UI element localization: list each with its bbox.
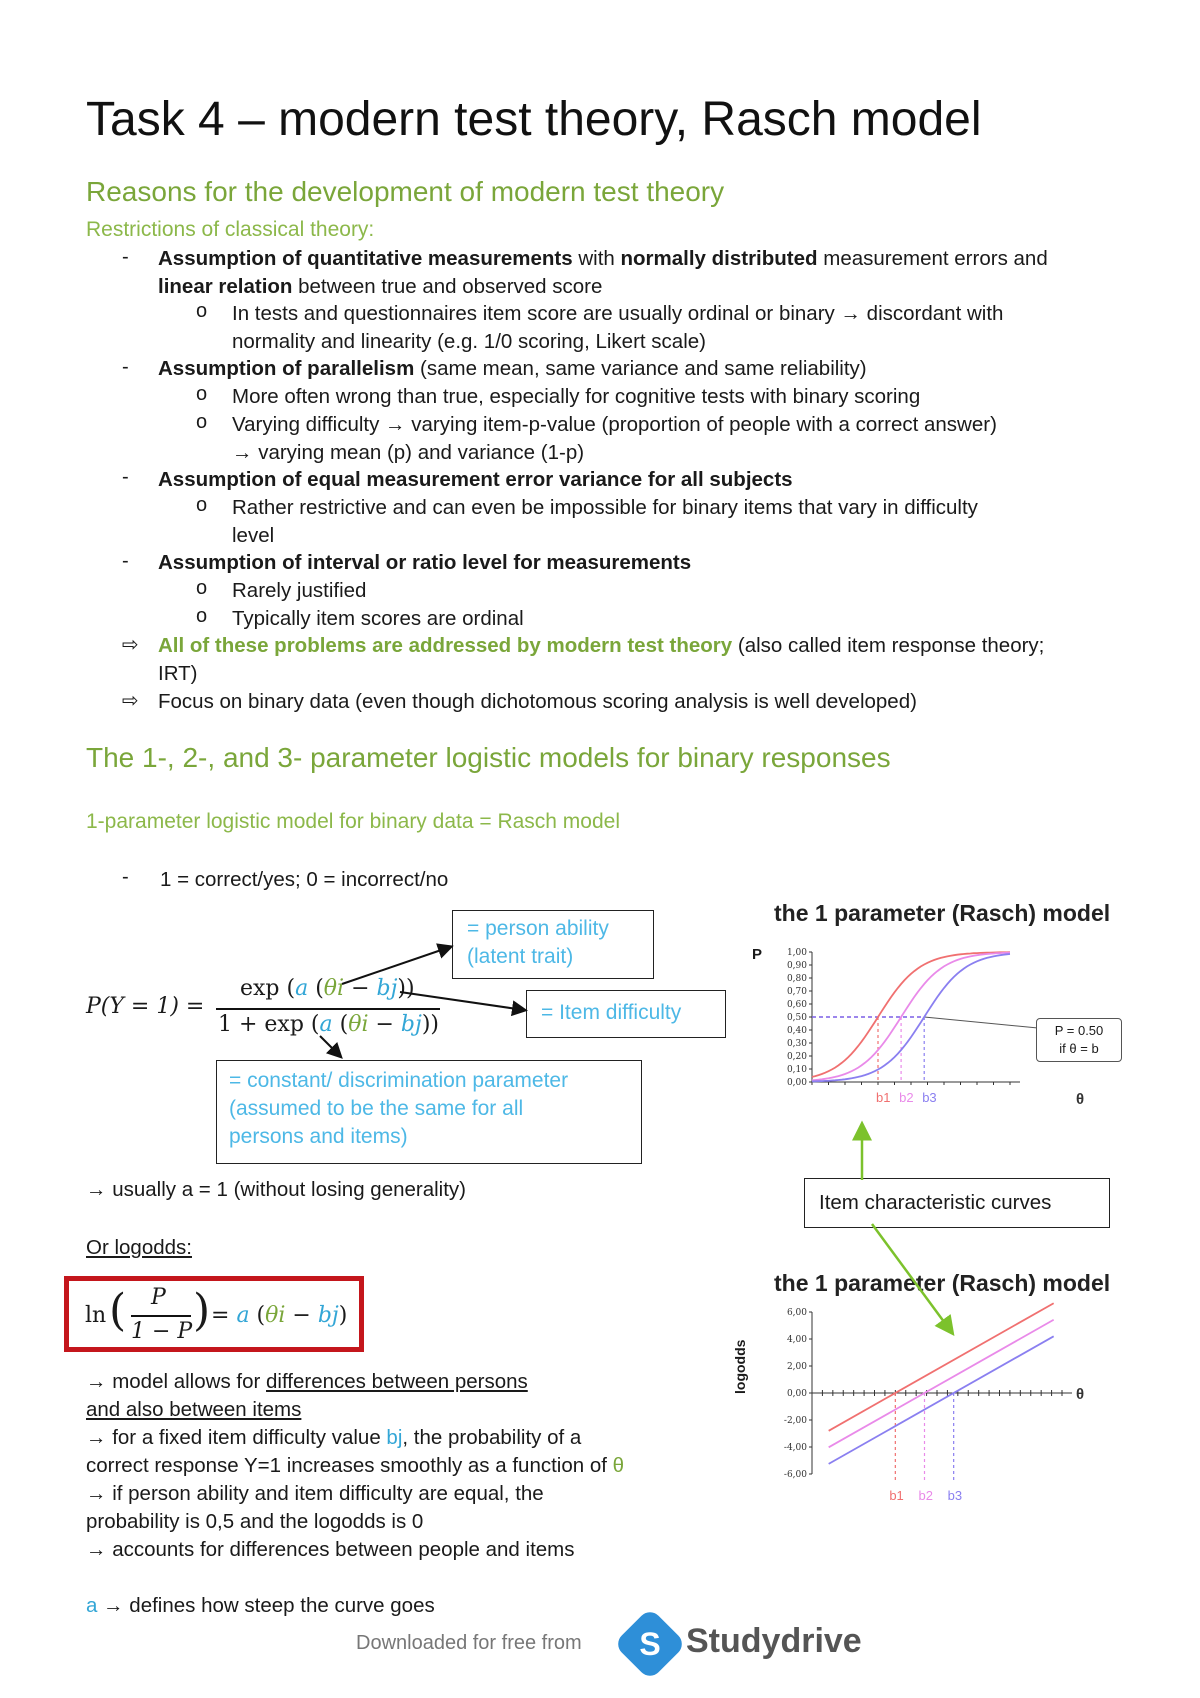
green-bold-text: All of these problems are addressed by modern test theory [158,634,733,657]
math-text: 1 + exp ( [218,1012,320,1037]
math-denominator: 1 − P [131,1319,193,1344]
chart2-xlabel: θ [1076,1386,1085,1403]
arrow-to-chart2 [872,1224,950,1330]
sub-bullet-ordinal: In tests and questionnaires item score are usually ordinal or binary → discordant with [232,302,1004,325]
sub-bullet-restrictive-line2: level [232,524,275,547]
bold-text: normally distributed [620,247,818,270]
math-a: a [295,976,309,1001]
bold-text: Assumption of parallelism [158,357,415,380]
chart2-y-tick-label: 2,00 [786,1362,807,1372]
chart2-ylabel: logodds [732,1339,748,1394]
subheading-rasch: 1-parameter logistic model for binary data = Rasch model [86,810,621,833]
chart1-y-tick-label: 0,00 [786,1078,807,1088]
chart1-y-tick-label: 0,90 [786,961,807,971]
chart1-y-tick-label: 0,30 [786,1039,807,1049]
circle-bullet: o [196,300,208,322]
math-theta: θi [323,976,345,1001]
chart2-x-label-b3: b3 [947,1488,963,1503]
math-text: ( [308,976,324,1001]
text: → for a fixed item difficulty value [86,1426,387,1449]
circle-bullet: o [196,577,208,599]
sub-bullet-ordinal-scores: Typically item scores are ordinal [232,607,524,630]
subheading-restrictions: Restrictions of classical theory: [86,218,375,241]
dash-bullet: - [122,466,129,488]
usually-a-equals-1: → usually a = 1 (without losing generality) [86,1178,467,1201]
annotation-line: P = 0.50 [1054,1023,1104,1038]
arrow-bullet-icon: ⇨ [122,690,139,712]
math-text: exp ( [240,976,296,1001]
math-a: a [236,1303,250,1328]
sub-bullet-restrictive: Rather restrictive and can even be impossible for binary items that vary in difficulty [232,496,978,519]
chart1-ylabel: P [752,946,763,963]
blue-text: bj [386,1426,403,1449]
section-heading-reasons: Reasons for the development of modern test theory [86,176,725,207]
sub-bullet-wrong: More often wrong than true, especially for cognitive tests with binary scoring [232,385,921,408]
math-b: bj [400,1012,422,1037]
page-title: Task 4 – modern test theory, Rasch model [86,93,982,146]
chart1-y-tick-label: 0,60 [786,1000,807,1010]
chart2-y-tick-label: -6,00 [783,1470,807,1480]
text: (same mean, same variance and same reliability) [414,357,867,380]
green-text: θ [612,1454,625,1477]
text: between true and observed score [292,275,603,298]
bullet-binary-coding: 1 = correct/yes; 0 = incorrect/no [160,868,449,891]
box-text: persons and items) [229,1125,408,1148]
dash-bullet: - [122,246,129,268]
chart1-y-tick-label: 0,20 [786,1052,807,1062]
math-text: ( [332,1012,349,1037]
circle-bullet: o [196,383,208,405]
math-text: − [344,976,377,1001]
text: with [572,247,621,270]
chart1-x-label-b1: b1 [876,1090,891,1105]
box-text: = constant/ discrimination parameter [229,1069,569,1092]
right-paren: ) [193,1285,211,1336]
box-text: = person ability [467,917,609,940]
chart1-y-tick-label: 0,10 [786,1065,807,1075]
circle-bullet: o [196,605,208,627]
chart1-title: the 1 parameter (Rasch) model [774,900,1111,926]
bullet-equal-variance: Assumption of equal measurement error variance for all subjects [158,468,793,491]
text: , the probability of a [402,1426,582,1449]
math-theta: θi [348,1012,369,1037]
conclusion-modern-theory-line2: IRT) [158,662,198,685]
arrow-bullet-icon: ⇨ [122,634,139,656]
math-p: P [151,1285,166,1310]
sub-bullet-rarely: Rarely justified [232,579,367,602]
chart1-xlabel: θ [1076,1091,1085,1108]
underlined-text: differences between persons [266,1370,528,1393]
math-text: )) [421,1012,439,1037]
math-text: − [285,1303,318,1328]
studydrive-brand: Studydrive [686,1622,862,1660]
chart2-y-tick-label: 6,00 [786,1308,807,1318]
chart2-y-tick-label: -2,00 [783,1416,807,1426]
box-text: = Item difficulty [541,1001,682,1024]
text: (also called item response theory; [732,634,1045,657]
chart1-x-label-b2: b2 [899,1090,914,1105]
dash-bullet: - [122,550,129,572]
sub-bullet-difficulty-line2: → varying mean (p) and variance (1-p) [232,441,585,464]
footer-download-text: Downloaded for free from [356,1632,582,1654]
studydrive-logo-letter: S [639,1626,661,1662]
dash-bullet: - [122,866,129,888]
circle-bullet: o [196,411,208,433]
note-equal-ability: → if person ability and item difficulty are equal, the [86,1482,544,1505]
bold-text: linear relation [158,275,293,298]
annotation-line: if θ = b [1059,1041,1099,1056]
sub-bullet-ordinal-line2: normality and linearity (e.g. 1/0 scoring, Likert scale) [232,330,706,353]
text: correct response Y=1 increases smoothly as a function of [86,1454,613,1477]
left-paren: ( [109,1285,127,1336]
math-text: − [368,1012,401,1037]
conclusion-binary: Focus on binary data (even though dichotomous scoring analysis is well developed) [158,690,917,713]
bold-text: Assumption of quantitative measurements [158,247,573,270]
chart2-x-label-b2: b2 [918,1488,933,1503]
chart2-y-tick-label: 0,00 [786,1389,807,1399]
box-text: (latent trait) [467,945,574,968]
chart1-y-tick-label: 0,70 [786,987,807,997]
chart1-y-tick-label: 1,00 [786,948,807,958]
chart1-y-tick-label: 0,40 [786,1026,807,1036]
text: → model allows for [86,1370,267,1393]
math-text: ) [338,1303,348,1328]
dash-bullet: - [122,356,129,378]
chart1-y-tick-label: 0,80 [786,974,807,984]
note-between-items: and also between items [86,1398,302,1421]
chart1-y-tick-label: 0,50 [786,1013,807,1023]
math-text: = [211,1303,237,1328]
box-text: (assumed to be the same for all [229,1097,524,1120]
chart2-y-tick-label: 4,00 [786,1335,807,1345]
chart2-y-tick-label: -4,00 [783,1443,807,1453]
bullet-interval: Assumption of interval or ratio level for measurements [158,551,692,574]
blue-text: a [86,1594,98,1617]
chart2-title: the 1 parameter (Rasch) model [774,1270,1111,1296]
sub-bullet-difficulty: Varying difficulty → varying item-p-value (proportion of people with a correct answer) [232,413,997,436]
icc-label-text: Item characteristic curves [819,1191,1052,1214]
chart2-x-label-b1: b1 [889,1488,904,1503]
circle-bullet: o [196,494,208,516]
math-text: ( [249,1303,266,1328]
math-text: )) [397,976,415,1001]
chart1-x-label-b3: b3 [922,1090,937,1105]
math-theta: θi [265,1303,286,1328]
math-a: a [319,1012,333,1037]
note-probability-half: probability is 0,5 and the logodds is 0 [86,1510,424,1533]
logodds-label: Or logodds: [86,1236,192,1259]
section-heading-models: The 1-, 2-, and 3- parameter logistic models for binary responses [86,742,891,773]
text: measurement errors and [817,247,1048,270]
math-b: bj [317,1303,339,1328]
note-accounts: → accounts for differences between people and items [86,1538,575,1561]
text: → defines how steep the curve goes [97,1594,435,1617]
math-ln: ln [85,1303,107,1328]
math-b: bj [376,976,398,1001]
formula-lhs: P(Y = 1) = [86,994,205,1019]
